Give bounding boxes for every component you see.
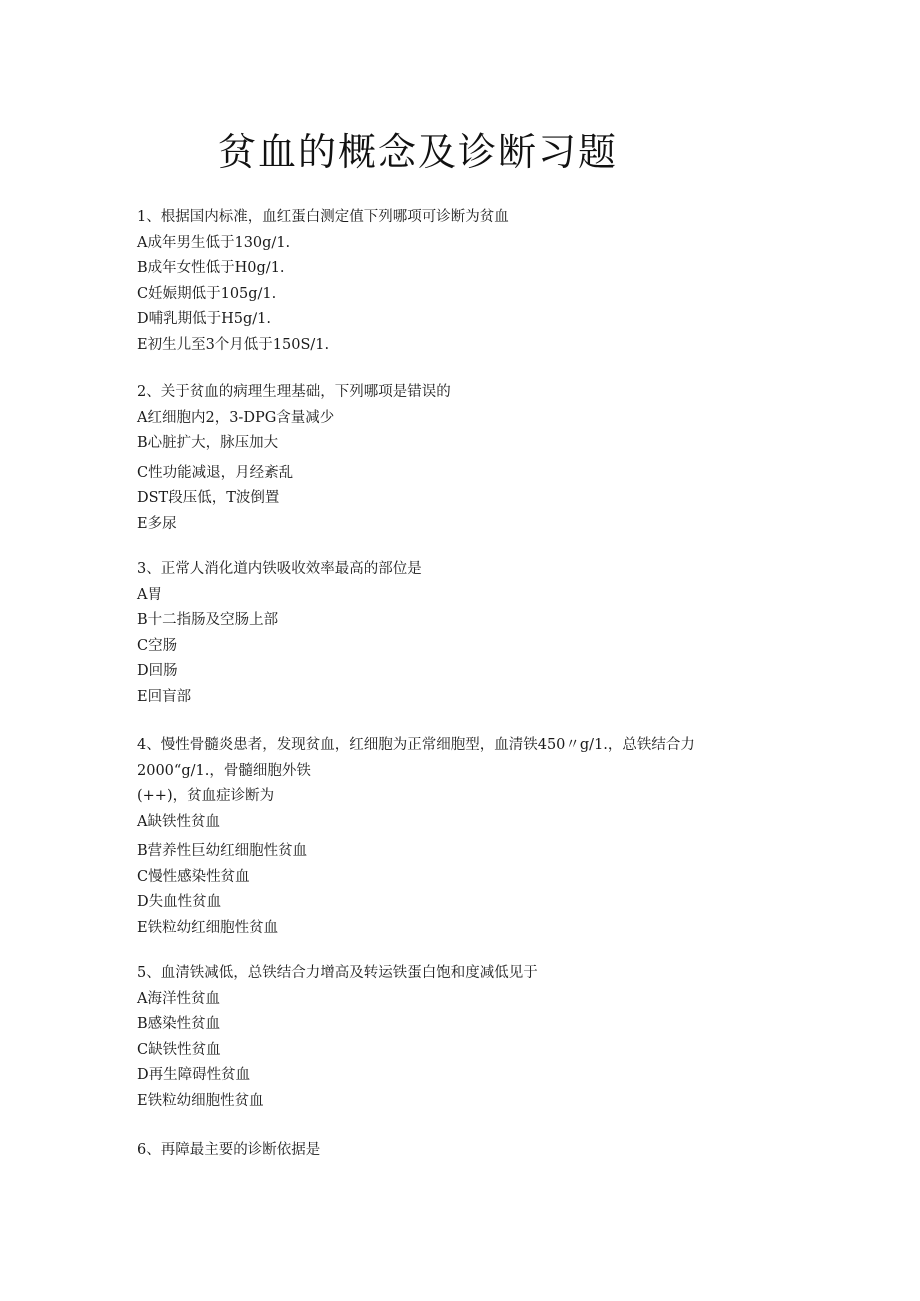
- question-stem-continued: 2000“g/1.，骨髓细胞外铁: [137, 762, 311, 779]
- question-2: [137, 380, 837, 537]
- question-4: [137, 733, 837, 941]
- question-1: [137, 205, 837, 358]
- option-e: E回盲部: [137, 688, 192, 705]
- option-e: E多尿: [137, 515, 177, 532]
- question-stem: 3、正常人消化道内铁吸收效率最高的部位是: [137, 561, 422, 577]
- option-d: D回肠: [137, 663, 178, 679]
- option-a: A胃: [137, 586, 162, 603]
- option-d: D再生障碍性贫血: [137, 1067, 251, 1083]
- option-b: B心脏扩大，脉压加大: [137, 435, 279, 451]
- question-5: [137, 961, 837, 1114]
- option-b: B十二指肠及空肠上部: [137, 612, 279, 628]
- option-d: DST段压低，T波倒置: [137, 490, 280, 506]
- option-c: C缺铁性贫血: [137, 1041, 221, 1058]
- question-stem: 6、再障最主要的诊断依据是: [137, 1142, 321, 1158]
- option-c: C妊娠期低于105g∕1.: [137, 285, 277, 302]
- option-e: E初生儿至3个月低于150S/1.: [137, 336, 330, 353]
- question-3: [137, 557, 837, 710]
- option-c: C性功能减退，月经紊乱: [137, 464, 294, 481]
- question-stem: 1、根据国内标准，血红蛋白测定值下列哪项可诊断为贫血: [137, 209, 509, 225]
- option-b: B成年女性低于H0g∕1.: [137, 260, 285, 276]
- option-a: A红细胞内2，3-DPG含量减少: [137, 409, 335, 426]
- option-c: C慢性感染性贫血: [137, 868, 250, 885]
- option-a: A海洋性贫血: [137, 990, 220, 1007]
- option-b: B感染性贫血: [137, 1016, 221, 1032]
- option-a: A缺铁性贫血: [137, 813, 220, 830]
- page-title: 贫血的概念及诊断习题: [218, 130, 619, 174]
- option-e: E铁粒幼红细胞性贫血: [137, 919, 279, 936]
- option-d: D失血性贫血: [137, 894, 222, 910]
- option-e: E铁粒幼细胞性贫血: [137, 1092, 264, 1109]
- question-stem-continued: (++)，贫血症诊断为: [137, 788, 275, 804]
- question-stem: 2、关于贫血的病理生理基础，下列哪项是错误的: [137, 384, 451, 400]
- question-6: [137, 1138, 837, 1164]
- question-stem: 5、血清铁减低，总铁结合力增高及转运铁蛋白饱和度减低见于: [137, 965, 538, 981]
- question-stem: 4、慢性骨髓炎患者，发现贫血，红细胞为正常细胞型，血清铁450〃g/1.，总铁结合力: [137, 737, 695, 753]
- option-a: A成年男生低于130g∕1.: [137, 234, 291, 251]
- option-b: B营养性巨幼红细胞性贫血: [137, 843, 308, 859]
- option-c: C空肠: [137, 637, 178, 654]
- option-d: D哺乳期低于H5g∕1.: [137, 311, 271, 327]
